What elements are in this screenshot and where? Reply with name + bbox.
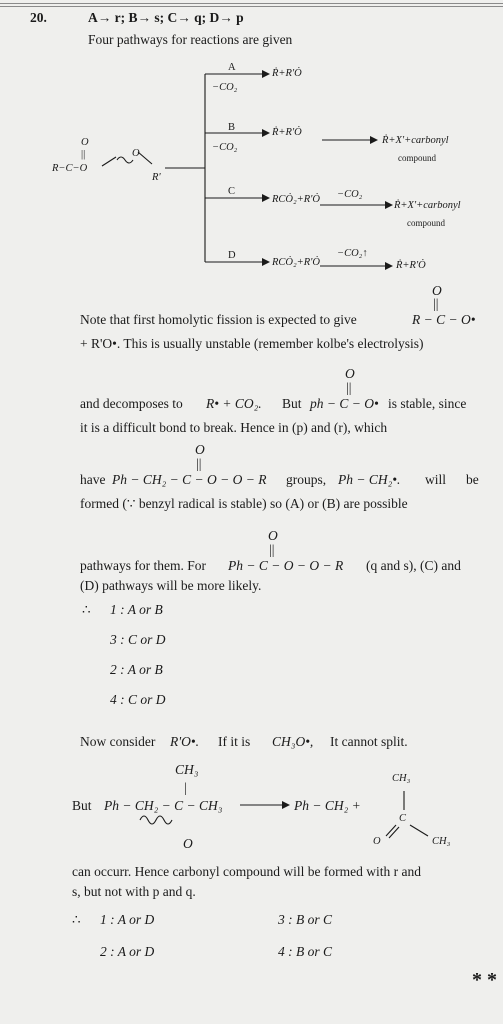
consider-formula-2: CH₃O•,: [272, 734, 314, 749]
list2-left-1: 1 : A or D: [100, 912, 155, 927]
p4-line2: (D) pathways will be more likely.: [80, 578, 262, 593]
p2-line2: it is a difficult bond to break. Hence in (p) and (r), which: [80, 420, 388, 435]
list1-item-1: 1 : A or B: [110, 602, 163, 617]
p1-carbonyl-o: O: [432, 283, 442, 298]
ketone-oxygen: O: [373, 836, 381, 847]
p1-line2: + R'O•. This is usually unstable (remember kolbe's electrolysis): [80, 336, 424, 351]
oxygen-bottom: O: [183, 836, 193, 851]
p3-line2: formed (∵ benzyl radical is stable) so (A) or (B) are possible: [80, 496, 408, 511]
pathway-a-product: Ṙ+R'Ȯ: [272, 68, 302, 79]
list2-therefore: ∴: [72, 912, 81, 927]
consider-text-b: If it is: [218, 734, 251, 749]
pathway-d-final: Ṙ+R'Ȯ: [396, 260, 426, 271]
consider-formula-1: R'O•.: [170, 734, 199, 749]
p4-line1-start: pathways for them. For: [80, 558, 206, 573]
list2-right-2: 4 : B or C: [278, 944, 332, 959]
p2-line1-start: and decomposes to: [80, 396, 183, 411]
p4-carbonyl-o: O: [268, 528, 278, 543]
p4-line1-end: (q and s), (C) and: [366, 558, 461, 573]
pathway-c-product: RCȮ₂+R'Ȯ: [272, 194, 320, 205]
pathway-d-extra-reagent: −CO₂↑: [337, 248, 368, 259]
conclusion-line1: can occurr. Hence carbonyl compound will be formed with r and: [72, 864, 422, 879]
p2-double-bond: ||: [346, 380, 352, 395]
list1-item-3: 2 : A or B: [110, 662, 163, 677]
pathway-c-extra-reagent: −CO₂: [337, 189, 363, 200]
list2-left-2: 2 : A or D: [100, 944, 155, 959]
p1-formula: R − C − O•: [412, 312, 476, 327]
ketone-ch3-top: CH₃: [392, 773, 411, 784]
consider-text-c: It cannot split.: [330, 734, 408, 749]
p3-groups: groups,: [286, 472, 327, 487]
reactant-r-prime: R': [152, 172, 161, 183]
footer-stars: * *: [472, 969, 497, 991]
consider-text-a: Now consider: [80, 734, 156, 749]
vertical-bond: |: [184, 780, 187, 795]
p4-formula: Ph − C − O − O − R: [228, 558, 344, 573]
pathway-c-final: Ṙ+X'+carbonyl: [394, 200, 461, 211]
reactant-second-o: O: [132, 148, 140, 159]
pathway-b-reagent: −CO₂: [212, 142, 238, 153]
p1-line1: Note that first homolytic fission is expected to give: [80, 312, 357, 327]
p3-be: be: [466, 472, 479, 487]
pathway-d-letter: D: [228, 250, 236, 261]
reactant-carbonyl-o: O: [81, 137, 89, 148]
list2-right-1: 3 : B or C: [278, 912, 332, 927]
p2-but: But: [282, 396, 302, 411]
ketone-ch3-right: CH₃: [432, 836, 451, 847]
p2-carbonyl-o: O: [345, 366, 355, 381]
p3-will: will: [425, 472, 447, 487]
question-number: 20.: [30, 10, 47, 25]
list1-item-4: 4 : C or D: [110, 692, 166, 707]
pathway-a-letter: A: [228, 62, 236, 73]
p4-double-bond: ||: [269, 542, 275, 557]
pathway-b-final: Ṙ+X'+carbonyl: [382, 135, 449, 146]
p3-radical: Ph − CH₂•.: [338, 472, 401, 487]
answer-key: A→ r; B→ s; C→ q; D→ p: [88, 10, 244, 25]
pathway-d-product: RCȮ₂+R'Ȯ: [272, 257, 320, 268]
p3-have: have: [80, 472, 106, 487]
ch3-top: CH₃: [175, 762, 199, 777]
pathway-c-letter: C: [228, 186, 236, 197]
product-fragment: Ph − CH₂ +: [294, 798, 361, 813]
p1-double-bond: ||: [433, 296, 439, 311]
conclusion-line2: s, but not with p and q.: [72, 884, 196, 899]
list1-therefore: ∴: [82, 602, 91, 617]
p2-line1-end: is stable, since: [388, 396, 467, 411]
reactant-chain: R−C−O: [52, 163, 88, 174]
list1-item-2: 3 : C or D: [110, 632, 166, 647]
but-label: But: [72, 798, 92, 813]
p2-formula-1: R• + CO₂.: [206, 396, 262, 411]
pathway-a-reagent: −CO₂: [212, 82, 238, 93]
pathway-b-letter: B: [228, 122, 236, 133]
left-chain: Ph − CH₂ − C − CH₃: [104, 798, 223, 813]
p2-formula-2: ph − C − O•: [310, 396, 379, 411]
pathway-b-product: Ṙ+R'Ȯ: [272, 127, 302, 138]
reactant-double-bond: ||: [81, 149, 86, 160]
ketone-carbon: C: [399, 813, 407, 824]
intro-text: Four pathways for reactions are given: [88, 32, 293, 47]
pathway-c-final-line2: compound: [407, 218, 445, 228]
p3-double-bond: ||: [196, 456, 202, 471]
p3-carbonyl-o: O: [195, 442, 205, 457]
pathway-b-final-line2: compound: [398, 153, 436, 163]
p3-formula: Ph − CH₂ − C − O − O − R: [112, 472, 267, 487]
